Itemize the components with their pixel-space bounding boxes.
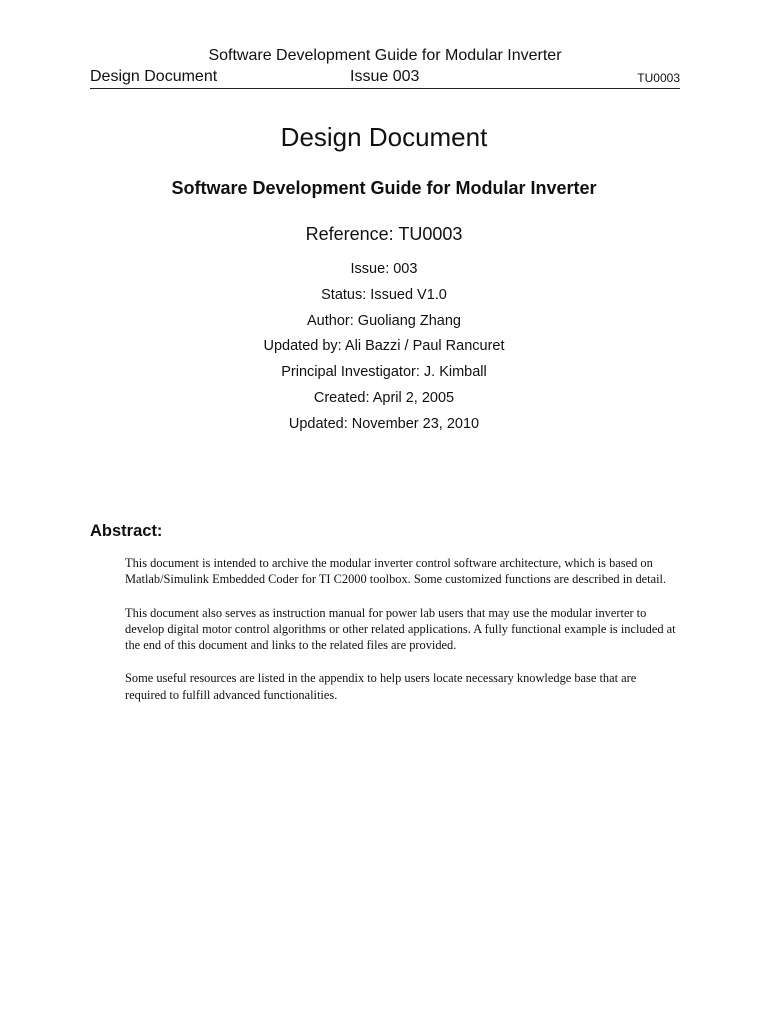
header-reference: TU0003 [637, 71, 680, 85]
meta-issue: Issue: 003 [350, 261, 418, 277]
abstract-paragraph: This document is intended to archive the modular inverter control software architecture, which is based on Matlab/Simulink Embedded Coder for TI C2000 toolbox. Some customized functions are described in detail. [125, 556, 667, 587]
header-doc-type: Design Document [90, 68, 218, 85]
document-metadata [0, 257, 768, 438]
abstract-heading: Abstract: [90, 522, 163, 540]
document-title: Software Development Guide for Modular Inverter [171, 178, 597, 198]
meta-updated-by: Updated by: Ali Bazzi / Paul Rancuret [263, 338, 505, 355]
meta-status: Status: Issued V1.0 [321, 286, 447, 303]
abstract-body [125, 555, 680, 720]
meta-principal-investigator: Principal Investigator: J. Kimball [281, 364, 487, 381]
meta-created: Created: April 2, 2005 [313, 389, 455, 406]
header-issue: Issue 003 [350, 68, 420, 85]
abstract-paragraph: Some useful resources are listed in the appendix to help users locate necessary knowledge base that are required to fulfill advanced functionalities. [125, 671, 637, 702]
abstract-paragraph: This document also serves as instruction manual for power lab users that may use the modular inverter to develop digital motor control algorithms or other related applications. A fully functional example is included at the end of this document and links to the related files are provided. [125, 605, 676, 653]
header-title: Software Development Guide for Modular Inverter [208, 47, 562, 64]
meta-updated: Updated: November 23, 2010 [288, 415, 480, 432]
meta-author: Author: Guoliang Zhang [307, 312, 461, 329]
document-reference: Reference: TU0003 [305, 224, 463, 244]
running-header [90, 46, 680, 89]
document-type-heading: Design Document [280, 122, 488, 152]
